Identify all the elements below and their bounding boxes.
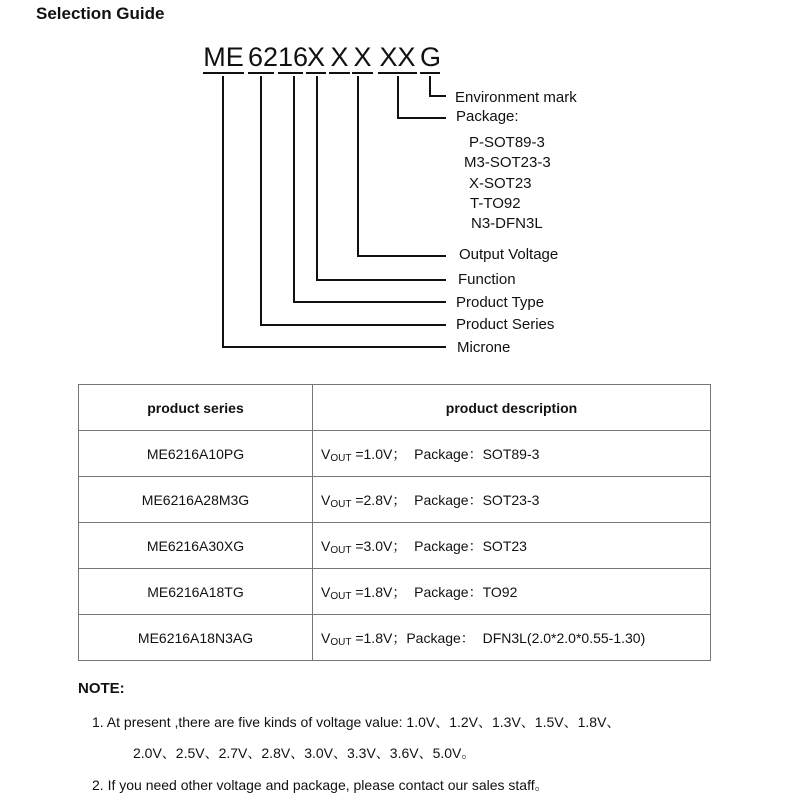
note-line-1-continued: 2.0V、2.5V、2.7V、2.8V、3.0V、3.3V、3.6V、5.0V。 [133,745,476,761]
note-line-1: 1. At present ,there are five kinds of voltage value: 1.0V、1.2V、1.3V、1.5V、1.8V、 [92,714,621,730]
cell-series: ME6216A10PG [79,431,313,477]
label-output-voltage: Output Voltage [459,246,559,263]
cell-series: ME6216A18TG [79,569,313,615]
vout-subscript: OUT [330,498,352,510]
vout-value: =1.0V； [351,445,407,462]
vout-symbol: V [321,583,331,600]
cell-description [313,523,711,569]
package-option: N3-DFN3L [471,215,543,232]
label-function: Function [458,271,516,288]
section-title: Selection Guide [36,4,165,23]
table-row [79,431,711,477]
code-segment-env: G [420,42,442,72]
package-option: X-SOT23 [469,175,532,192]
vout-value: =1.8V； [351,629,407,646]
cell-description [313,477,711,523]
vout-value: =3.0V； [351,537,407,554]
package-value: Package：SOT23 [406,537,527,554]
code-leader-lines [0,0,792,380]
table-row [79,477,711,523]
note-heading: NOTE: [78,680,125,697]
cell-description [313,431,711,477]
cell-description [313,615,711,661]
note-line-2: 2. If you need other voltage and package, please contact our sales staff。 [92,777,549,793]
leader-function [317,76,446,280]
header-product-description: product description [313,385,711,431]
table-row [79,615,711,661]
cell-description [313,569,711,615]
header-product-series: product series [79,385,313,431]
code-segment-voltage: X [353,42,372,72]
code-segment-x: X [330,42,349,72]
package-value: Package：TO92 [406,583,518,600]
leader-voltage [358,76,446,256]
vout-subscript: OUT [330,590,352,602]
vout-symbol: V [321,629,331,646]
vout-value: =2.8V； [351,491,407,508]
table-row [79,523,711,569]
vout-subscript: OUT [330,452,352,464]
vout-symbol: V [321,491,331,508]
leader-series [261,76,446,325]
code-segment-function: X [306,42,325,72]
cell-series: ME6216A18N3AG [79,615,313,661]
package-value: Package：SOT23-3 [406,491,540,508]
vout-symbol: V [321,445,331,462]
leader-microne [223,76,446,347]
label-environment: Environment mark [455,89,577,106]
vout-subscript: OUT [330,636,352,648]
label-product-type: Product Type [456,294,545,311]
table-header-row [79,385,711,431]
vout-symbol: V [321,537,331,554]
package-value: Package：SOT89-3 [406,445,540,462]
package-option: M3-SOT23-3 [464,154,551,171]
table-row [79,569,711,615]
vout-value: =1.8V； [351,583,407,600]
code-segment-62: 62 [248,42,279,72]
code-segment-16: 16 [278,42,309,72]
code-segment-package: XX [379,42,416,72]
label-package: Package: [456,108,519,125]
code-segment-me: ME [203,42,244,72]
leader-env [430,76,446,96]
cell-series: ME6216A30XG [79,523,313,569]
package-value: Package： DFN3L(2.0*2.0*0.55-1.30) [406,629,646,646]
product-table [78,384,711,661]
package-option: P-SOT89-3 [469,134,545,151]
vout-subscript: OUT [330,544,352,556]
label-microne: Microne [457,339,511,356]
label-product-series: Product Series [456,316,555,333]
package-option: T-TO92 [470,195,521,212]
cell-series: ME6216A28M3G [79,477,313,523]
